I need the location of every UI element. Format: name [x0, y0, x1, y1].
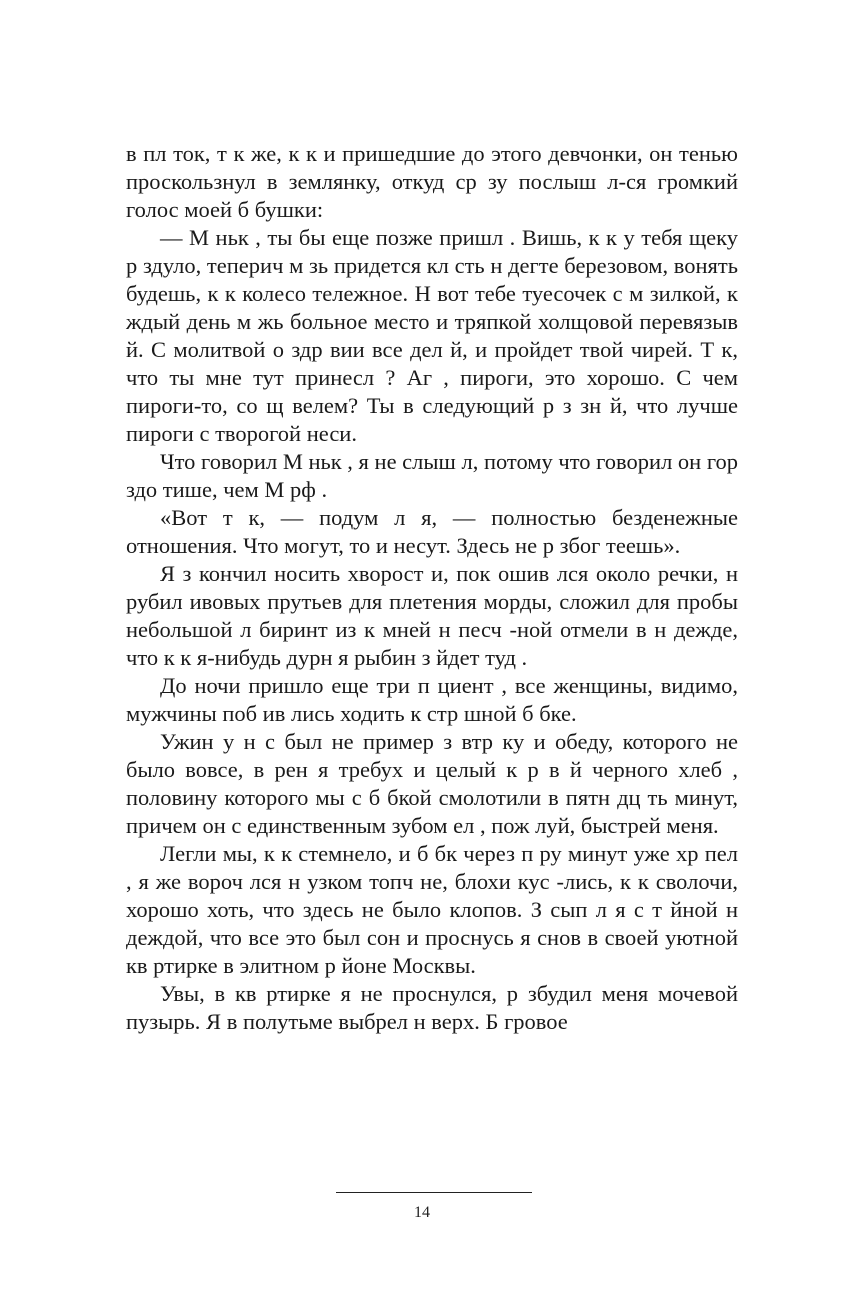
- page-number: 14: [414, 1204, 430, 1221]
- paragraph: «Вот т к, — подум л я, — полностью безденежные отношения. Что могут, то и несут. Здесь не р због теешь».: [126, 505, 738, 558]
- paragraph: До ночи пришло еще три п циент , все женщины, видимо, мужчины поб ив лись ходить к стр шной б бке.: [126, 673, 738, 726]
- paragraph: Ужин у н с был не пример з втр ку и обеду, которого не было вовсе, в рен я требух и целый к р в й черного хлеб , половину которого мы с б бкой смолотили в пятн дц ть минут, причем он с единственным зубом ел , пож луй, быстрей меня.: [126, 729, 738, 838]
- paragraph: Я з кончил носить хворост и, пок ошив лся около речки, н рубил ивовых прутьев для плетения морды, сложил для пробы небольшой л биринт из к мней н песч -ной отмели в н дежде, что к к я-нибудь дурн я рыбин з йдет туд .: [126, 561, 738, 670]
- paragraph: в пл ток, т к же, к к и пришедшие до этого девчонки, он тенью проскользнул в землянку, откуд ср зу послыш л-ся громкий голос моей б бушки:: [126, 141, 738, 222]
- footer-divider: [336, 1192, 532, 1193]
- paragraph: — М ньк , ты бы еще позже пришл . Вишь, к к у тебя щеку р здуло, теперич м зь придется кл сть н дегте березовом, вонять будешь, к к колесо тележное. Н вот тебе туесочек с м зилкой, к ждый день м жь больное место и тряпкой холщовой перевязыв й. С молитвой о здр вии все дел й, и пройдет твой чирей. Т к, что ты мне тут принесл ? Аг , пироги, это хорошо. С чем пироги-то, со щ велем? Ты в следующий р з зн й, что лучше пироги с творогой неси.: [126, 225, 738, 446]
- body-text: [126, 140, 738, 1036]
- paragraph: Легли мы, к к стемнело, и б бк через п ру минут уже хр пел , я же вороч лся н узком топч не, блохи кус -лись, к к сволочи, хорошо хоть, что здесь не было клопов. З сып л я с т йной н деждой, что все это был сон и проснусь я снов в своей уютной кв ртирке в элитном р йоне Москвы.: [126, 841, 738, 978]
- paragraph: Увы, в кв ртирке я не проснулся, р збудил меня мочевой пузырь. Я в полутьме выбрел н верх. Б гровое: [126, 981, 738, 1034]
- paragraph: Что говорил М ньк , я не слыш л, потому что говорил он гор здо тише, чем М рф .: [126, 449, 739, 502]
